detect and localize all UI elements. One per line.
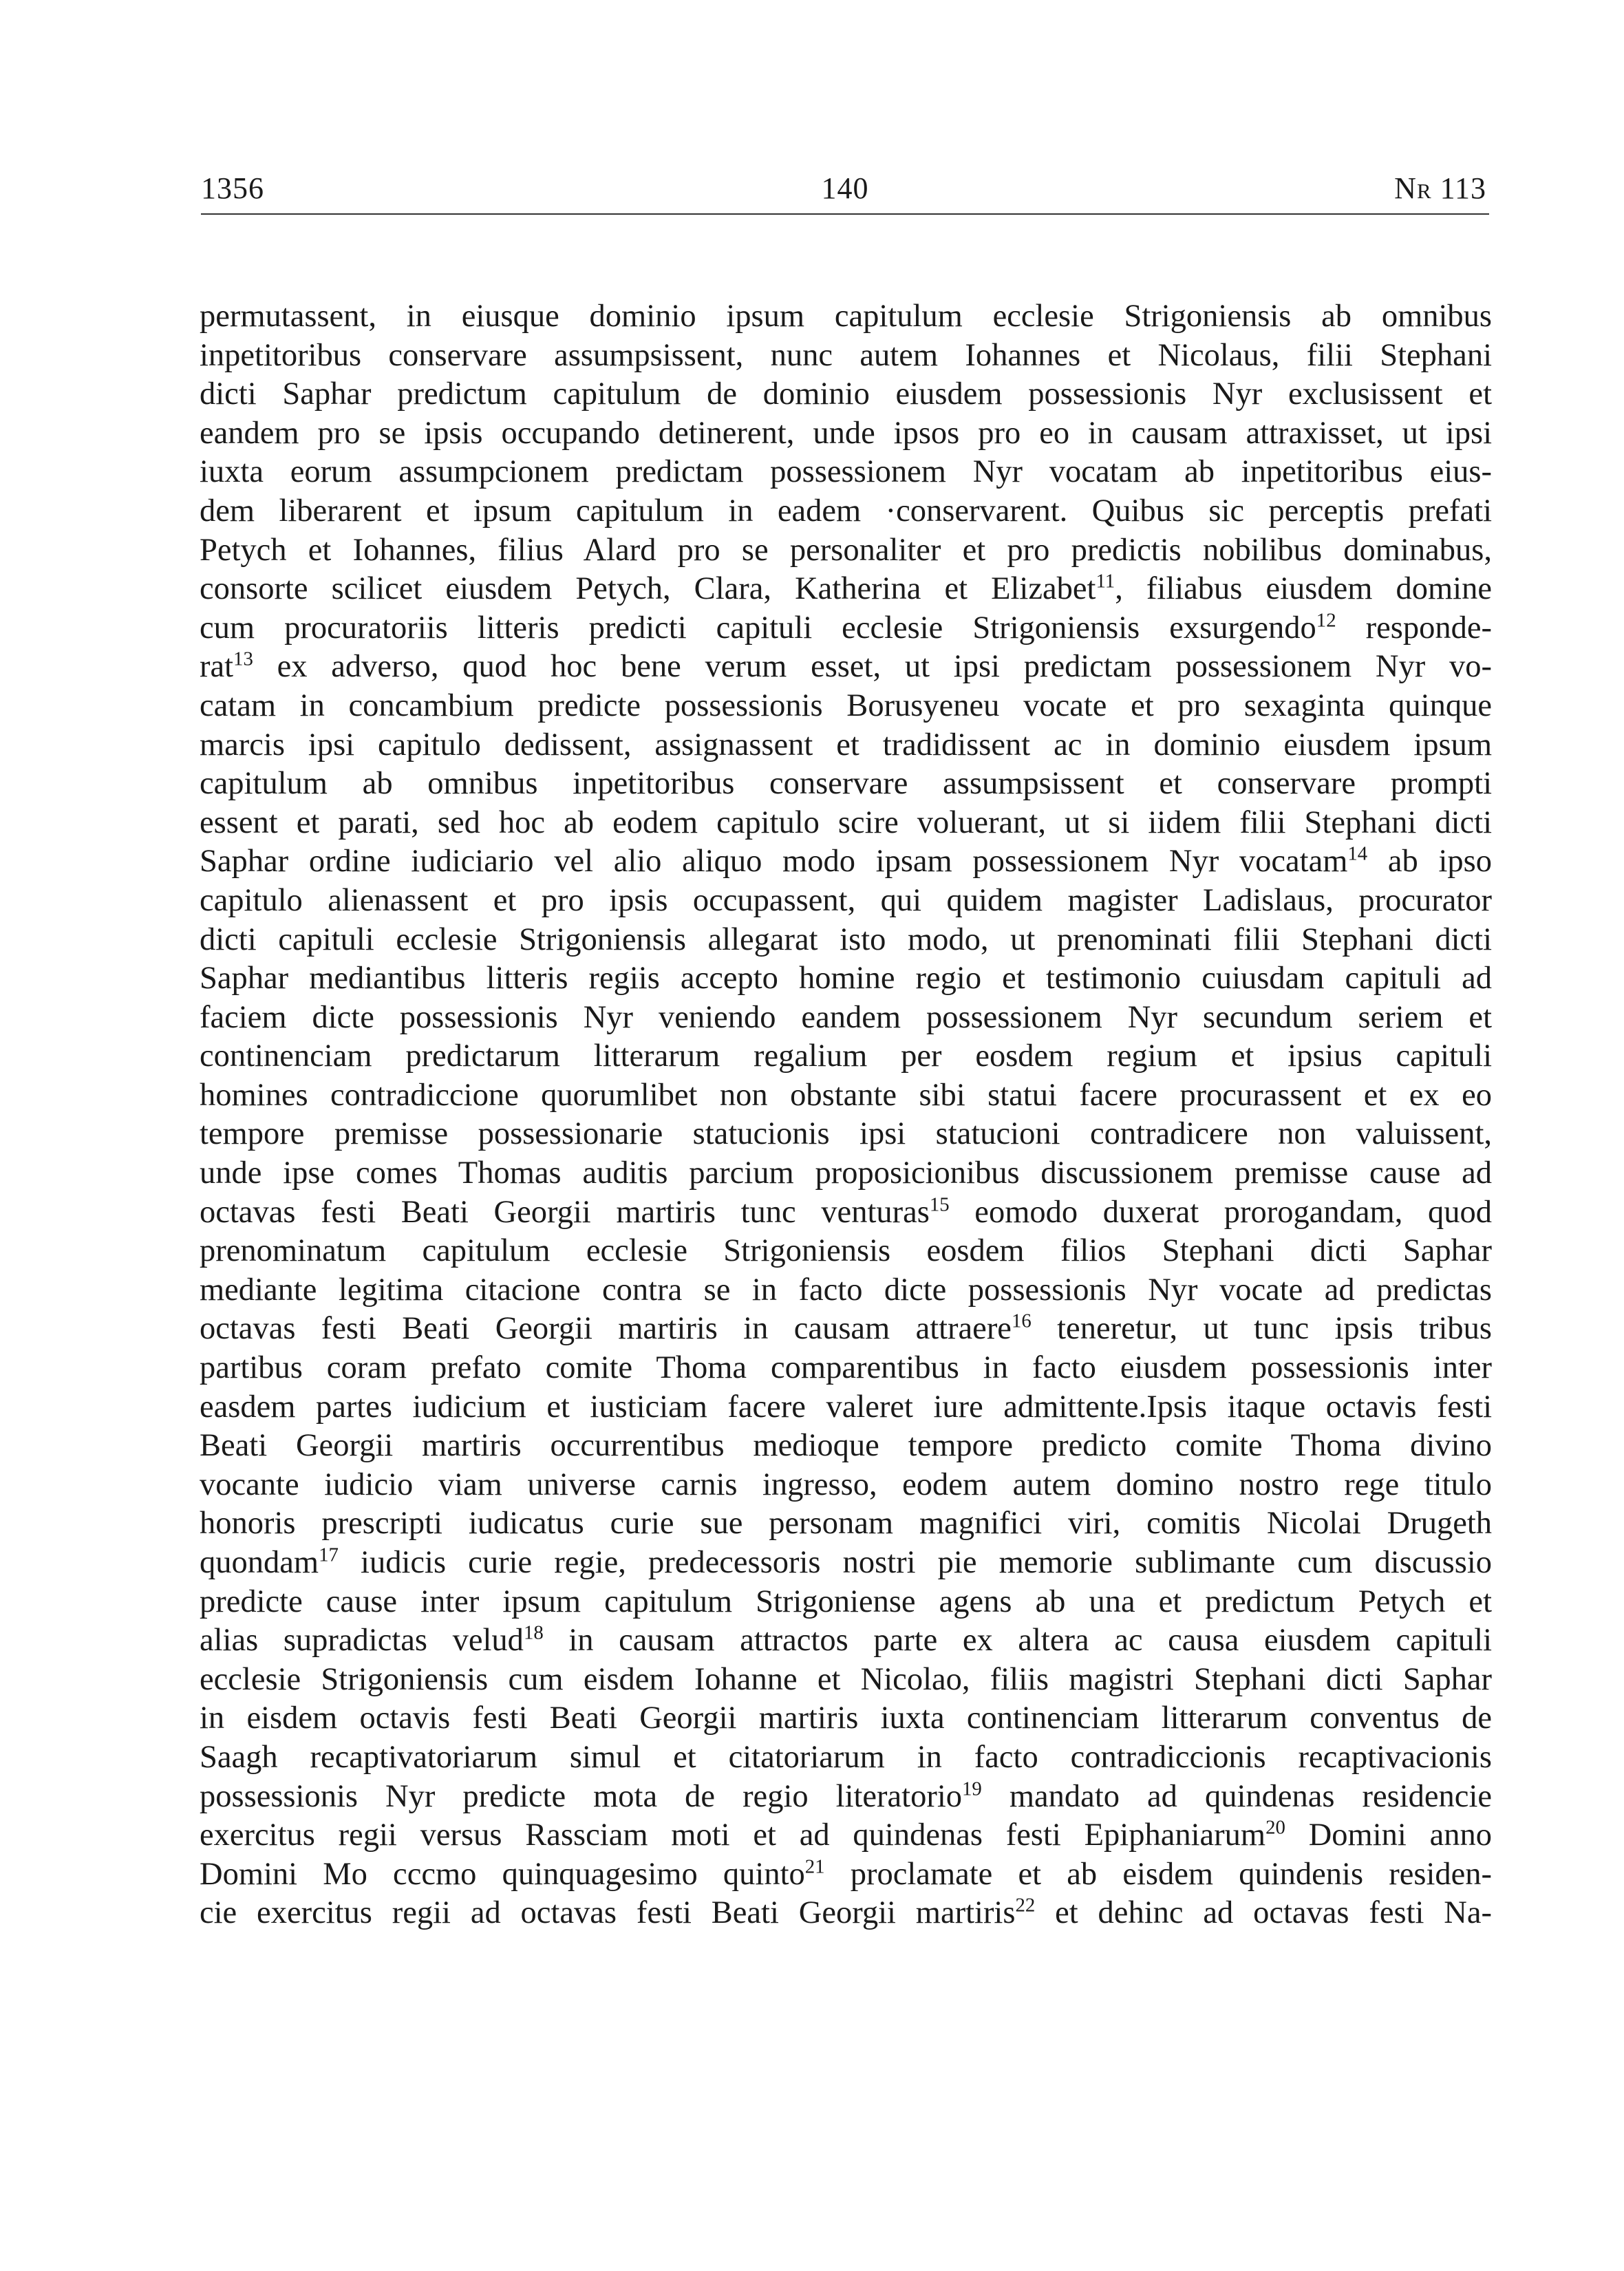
text-line — [200, 1310, 1492, 1349]
text-segment: quondam — [200, 1545, 319, 1580]
text-segment: possessionis Nyr predicte mota de regio literatorio — [200, 1778, 962, 1814]
text-line — [200, 1583, 1492, 1622]
footnote-marker: 18 — [523, 1621, 544, 1644]
footnote-marker: 12 — [1316, 609, 1336, 632]
footnote-marker: 19 — [962, 1778, 982, 1800]
text-line — [200, 1076, 1492, 1116]
text-segment: partibus coram prefato comite Thoma comparentibus in facto eiusdem possessionis inter — [200, 1350, 1492, 1386]
text-line — [200, 882, 1492, 921]
text-segment: teneretur, ut tunc ipsis tribus — [1031, 1311, 1492, 1347]
text-segment: dicti Saphar predictum capitulum de dominio eiusdem possessionis Nyr exclusissent et — [200, 376, 1492, 412]
text-segment: tempore premisse possessionarie statucionis ipsi statucioni contradicere non valuissent, — [200, 1116, 1492, 1152]
text-segment: cie exercitus regii ad octavas festi Beati Georgii martiris — [200, 1895, 1016, 1931]
footnote-marker: 21 — [804, 1855, 825, 1878]
text-line — [200, 959, 1492, 999]
text-segment: Petych et Iohannes, filius Alard pro se personaliter et pro predictis nobilibus dominabus, — [200, 532, 1492, 568]
text-segment: catam in concambium predicte possessionis Borusyeneu vocate et pro sexaginta quinque — [200, 687, 1492, 723]
text-segment: mediante legitima citacione contra se in facto dicte possessionis Nyr vocate ad predictas — [200, 1272, 1492, 1308]
text-line — [200, 1193, 1492, 1233]
text-line — [200, 921, 1492, 960]
text-line — [200, 765, 1492, 804]
text-line — [200, 453, 1492, 492]
text-line — [200, 1816, 1492, 1855]
text-segment: consorte scilicet eiusdem Petych, Clara, Katherina et Elizabet — [200, 571, 1096, 607]
document-number: Nr 113 — [1394, 171, 1486, 205]
text-segment: essent et parati, sed hoc ab eodem capitulo scire voluerant, ut si iidem filii Stephani dicti — [200, 804, 1492, 840]
text-segment: rat — [200, 649, 234, 685]
text-segment: alias supradictas velud — [200, 1623, 524, 1659]
text-segment: capitulo alienassent et pro ipsis occupassent, qui quidem magister Ladislaus, procurator — [200, 882, 1492, 918]
text-line — [200, 570, 1492, 609]
text-segment: Domini anno — [1285, 1817, 1492, 1853]
text-line — [200, 375, 1492, 414]
text-segment: permutassent, in eiusque dominio ipsum capitulum ecclesie Strigoniensis ab omnibus — [200, 299, 1492, 334]
text-segment: Domini Mo cccmo quinquagesimo quinto — [200, 1856, 805, 1892]
text-line — [200, 1544, 1492, 1583]
text-segment: prenominatum capitulum ecclesie Strigoniensis eosdem filios Stephani dicti Saphar — [200, 1233, 1492, 1269]
text-line — [200, 1661, 1492, 1700]
text-segment: octavas festi Beati Georgii martiris in causam attraere — [200, 1311, 1012, 1347]
text-line — [200, 1504, 1492, 1544]
text-line — [200, 726, 1492, 765]
text-line — [200, 531, 1492, 571]
text-line — [200, 999, 1492, 1038]
text-segment: continenciam predictarum litterarum regalium per eosdem regium et ipsius capituli — [200, 1038, 1492, 1074]
text-line — [200, 1427, 1492, 1466]
text-segment: easdem partes iudicium et iusticiam facere valeret iure admittente.Ipsis itaque octavis festi — [200, 1389, 1492, 1425]
footnote-marker: 11 — [1096, 570, 1115, 593]
running-header — [201, 165, 1489, 215]
text-line — [200, 648, 1492, 687]
text-segment: faciem dicte possessionis Nyr veniendo eandem possessionem Nyr secundum seriem et — [200, 999, 1492, 1035]
text-segment: et dehinc ad octavas festi Na- — [1035, 1895, 1492, 1931]
header-year: 1356 — [201, 171, 264, 205]
text-line — [200, 1154, 1492, 1193]
text-segment: responde- — [1336, 610, 1492, 646]
footnote-marker: 15 — [929, 1193, 950, 1216]
text-line — [200, 1271, 1492, 1310]
text-segment: exercitus regii versus Rassciam moti et ad quindenas festi Epiphaniarum — [200, 1817, 1266, 1853]
text-line — [200, 609, 1492, 648]
text-line — [200, 1778, 1492, 1817]
text-segment: capitulum ab omnibus inpetitoribus conservare assumpsissent et conservare prompti — [200, 766, 1492, 802]
text-segment: marcis ipsi capitulo dedissent, assignassent et tradidissent ac in dominio eiusdem ipsum — [200, 727, 1492, 763]
text-line — [200, 842, 1492, 882]
text-segment: vocante iudicio viam universe carnis ingresso, eodem autem domino nostro rege titulo — [200, 1467, 1492, 1502]
footnote-marker: 17 — [319, 1544, 339, 1566]
text-segment: proclamate et ab eisdem quindenis residen- — [824, 1856, 1492, 1892]
text-segment: ecclesie Strigoniensis cum eisdem Iohanne et Nicolao, filiis magistri Stephani dicti Saphar — [200, 1661, 1492, 1697]
text-line — [200, 687, 1492, 726]
text-segment: iuxta eorum assumpcionem predictam possessionem Nyr vocatam ab inpetitoribus eius- — [200, 454, 1492, 490]
footnote-marker: 22 — [1015, 1894, 1036, 1917]
text-line — [200, 804, 1492, 843]
footnote-marker: 20 — [1265, 1816, 1285, 1839]
text-line — [200, 1115, 1492, 1154]
footnote-marker: 14 — [1347, 842, 1368, 865]
text-segment: mandato ad quindenas residencie — [981, 1778, 1492, 1814]
text-line — [200, 1699, 1492, 1738]
text-line — [200, 1466, 1492, 1505]
text-segment: dem liberarent et ipsum capitulum in eadem ·conservarent. Quibus sic perceptis prefati — [200, 493, 1492, 529]
text-line — [200, 337, 1492, 376]
text-line — [200, 297, 1492, 337]
footnote-marker: 13 — [233, 648, 253, 670]
text-line — [200, 1388, 1492, 1427]
text-segment: honoris prescripti iudicatus curie sue personam magnifici viri, comitis Nicolai Drugeth — [200, 1506, 1492, 1542]
text-segment: in causam attractos parte ex altera ac causa eiusdem capituli — [543, 1623, 1492, 1659]
text-segment: eomodo duxerat prorogandam, quod — [949, 1194, 1492, 1230]
text-segment: in eisdem octavis festi Beati Georgii martiris iuxta continenciam litterarum conventus de — [200, 1700, 1492, 1736]
text-line — [200, 1232, 1492, 1271]
text-segment: iudicis curie regie, predecessoris nostri pie memorie sublimante cum discussio — [338, 1545, 1492, 1580]
main-text — [200, 297, 1492, 1933]
text-line — [200, 1894, 1492, 1933]
text-line — [200, 1621, 1492, 1661]
text-segment: predicte cause inter ipsum capitulum Strigoniense agens ab una et predictum Petych et — [200, 1584, 1492, 1619]
text-line — [200, 492, 1492, 531]
text-segment: dicti capituli ecclesie Strigoniensis allegarat isto modo, ut prenominati filii Stephani dicti — [200, 921, 1492, 957]
text-segment: inpetitoribus conservare assumpsissent, nunc autem Iohannes et Nicolaus, filii Stephani — [200, 337, 1492, 373]
text-segment: Beati Georgii martiris occurrentibus medioque tempore predicto comite Thoma divino — [200, 1428, 1492, 1464]
text-line — [200, 1855, 1492, 1895]
text-line — [200, 1738, 1492, 1778]
text-segment: ex adverso, quod hoc bene verum esset, ut ipsi predictam possessionem Nyr vo- — [253, 649, 1492, 685]
text-segment: Saagh recaptivatoriarum simul et citatoriarum in facto contradiccionis recaptivacionis — [200, 1739, 1492, 1775]
text-segment: homines contradiccione quorumlibet non obstante sibi statui facere procurassent et ex eo — [200, 1077, 1492, 1113]
text-segment: Saphar ordine iudiciario vel alio aliquo modo ipsam possessionem Nyr vocatam — [200, 844, 1348, 879]
text-line — [200, 1349, 1492, 1388]
footnote-marker: 16 — [1011, 1310, 1032, 1332]
text-segment: cum procuratoriis litteris predicti capituli ecclesie Strigoniensis exsurgendo — [200, 610, 1316, 646]
text-segment: Saphar mediantibus litteris regiis accepto homine regio et testimonio cuiusdam capituli ad — [200, 961, 1492, 996]
page-number: 140 — [821, 171, 869, 205]
text-segment: octavas festi Beati Georgii martiris tunc venturas — [200, 1194, 930, 1230]
text-segment: ab ipso — [1367, 844, 1492, 879]
text-line — [200, 414, 1492, 454]
text-segment: , filiabus eiusdem domine — [1115, 571, 1492, 607]
text-line — [200, 1037, 1492, 1076]
text-segment: eandem pro se ipsis occupando detinerent, unde ipsos pro eo in causam attraxisset, ut ipsi — [200, 415, 1492, 451]
text-segment: unde ipse comes Thomas auditis parcium proposicionibus discussionem premisse cause ad — [200, 1155, 1492, 1191]
